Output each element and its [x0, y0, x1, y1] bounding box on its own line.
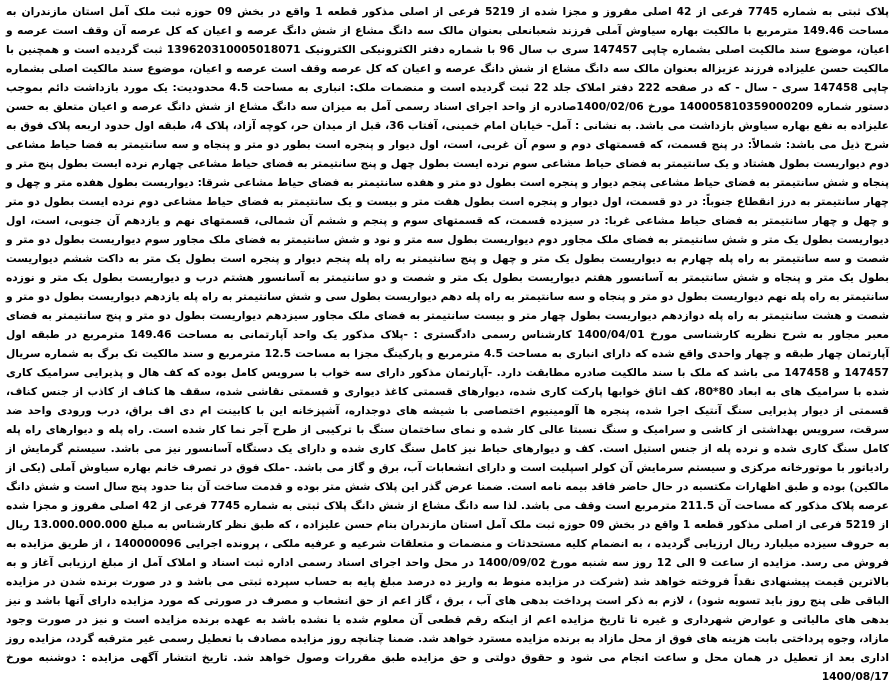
auction-notice-text: پلاک ثبتی به شماره 7745 فرعی از 42 اصلی مفروز و مجزا شده از 5219 فرعی از اصلی مذکور قطعه 1 واقع در بخش 09 حوزه ثبت ملک آمل استان مازندران به مساحت 149.46 مترمربع با مالکیت بهاره سیاوش آملی فرزند شعبانعلی بعنوان مالک سه دانگ مشاع از شش دانگ عرصه و اعیان که کل عرصه آن وقف است عرصه و اعیان، موضوع سند مالکیت اصلی بشماره چاپی 147457 سری ب سال 96 با شماره دفتر الکترونیکی الکترونیک 139620310005018071 ثبت گردیده است و همچنین با مالکیت حسن علیزاده فرزند عزیزاله بعنوان مالک سه دانگ مشاع از شش دانگ عرصه و اعیان که کل عرصه وقف است عرصه و اعیان، موضوع سند مالکیت اصلی بشماره چاپی 147458 سری - سال - که در صفحه 222 دفتر املاک جلد 22 ثبت گردیده است و منضمات ملک: انباری به مساحت 4.5 محدودیت: یک مورد بازداشت دائم بموجب دستور شماره 140005810359000209 مورخ 1400/02/06صادره از واحد اجرای اسناد رسمی آمل به میزان سه دانگ مشاع از شش دانگ عرصه و اعیان متعلق به حسن علیزاده به نفع بهاره سیاوش بازداشت می باشد. به نشانی : آمل- خیابان امام خمینی، آفتاب 36، قبل از میدان حر، کوچه آزاد، پلاک 4، طبقه اول حدود اربعه پلاک فوق به شرح ذیل می باشد: شمالاً: در پنج قسمت، که قسمتهای دوم و سوم آن غربی، است، اول دیوار و پنجره است بطور دو متر و پنجاه و سه سانتیمتر به فضا حیاط مشاعی دوم دیواریست بطول هشتاد و یک سانتیمتر به فضای حیاط مشاعی سوم نرده ایست بطول چهل و پنج سانتیمتر به فضای حیاط مشاعی چهارم نرده ایست بطول پنج متر و پنجاه و شش سانتیمتر به فضای حیاط مشاعی پنجم دیوار و پنجره است بطول دو متر و هفده سانتیمتر به فضای حیاط مشاعی شرقا: دیواریست بطول هفده متر و چهل و چهار سانتیمتر به درز انقطاع جنوباً: در دو قسمت، اول دیوار و پنجره است بطول هفت متر و بیست و یک سانتیمتر به فضای حیاط مشاعی دوم نرده ایست بطول دو متر و چهل و چهار سانتیمتر به فضای حیاط مشاعی غربا: در سیزده قسمت، که قسمتهای سوم و پنجم و ششم آن شمالی، قسمتهای نهم و یازدهم آن جنوبی، است، اول دیواریست بطول یک متر و شش سانتیمتر به فضای ملک مجاور دوم دیواریست بطول سه متر و نود و شش سانتیمتر به فضای ملک مجاور سوم دیواریست بطول دو متر و شصت و سه سانتیمتر به راه پله چهارم به دیواریست بطول یک متر و چهل و پنج سانتیمتر به راه پله پنجم دیوار و پنجره است بطول یک متر به داکت ششم دیواریست بطول یک متر و پنجاه و شش سانتیمتر به آسانسور هفتم دیواریست بطول یک متر و شصت و دو سانتیمتر به آسانسور هشتم درب و دیواریست بطول یک متر و نوزده سانتیمتر به راه پله نهم دیواریست بطول دو متر و پنجاه و سه سانتیمتر به راه پله دهم دیواریست بطول سی و شش سانتیمتر به راه پله یازدهم دیواریست بطول دو متر و شصت و هشت سانتیمتر به راه پله دوازدهم دیواریست بطول چهار متر و بیست سانتیمتر به فضای ملک مجاور سیزدهم دیواریست بطول دو متر و پنج سانتیمتر به فضای معبر مجاور به شرح نظریه کارشناسی مورخ 1400/04/01 کارشناس رسمی دادگستری : -پلاک مذکور یک واحد آپارتمانی به مساحت 149.46 مترمربع در طبقه اول آپارتمان چهار طبقه و چهار واحدی واقع شده که دارای انباری به مساحت 4.5 مترمربع و پارکینگ مجزا به مساحت 12.5 مترمربع و سند مالکیت تک برگ به شماره سریال 147457 و 147458 می باشد که ملک با سند مالکیت صادره مطابقت دارد. -آپارتمان مذکور دارای سه خواب با سرویس کامل بوده که کف هال و پذیرایی سرامیک کاری شده با سرامیک های به ابعاد 80*80، کف اتاق خوابها پارکت کاری شده، دیوارهای قسمتی کاغذ دیواری و قسمتی نقاشی شده، سقف ها کناف از کاذب از جنس کناف، قسمتی از دیوار پذیرایی سنگ آنتیک اجرا شده، پنجره ها آلومینیوم اختصاصی با شیشه های دوجداره، آشپزخانه این با کابینت ام دی اف براق، درب ورودی واحد ضد سرقت، سرویس بهداشتی از کاشی و سرامیک و سنگ نسبتا عالی کار شده و نمای ساختمان سنگ با ترکیبی از طرح آجر نما کار شده است. راه پله و دیوارهای راه پله کامل سنگ کاری شده و نرده پله از جنس استیل است. کف و دیوارهای حیاط نیز کامل سنگ کاری شده و دارای یک دستگاه آسانسور نیز می باشد. سیستم گرمایش از رادیاتور با موتورخانه مرکزی و سیستم سرمایش آن کولر اسپلیت است و دارای انشعابات آب، برق و گاز می باشد. -ملک فوق در تصرف خانم بهاره سیاوش آملی (یکی از مالکین) بوده و طبق اظهارات مکتسبه در حال حاضر فاقد بیمه نامه است. ضمنا عرض گذر این پلاک شش متر بوده و قدمت ساخت آن بنا حدود پنج سال است و شش دانگ عرصه پلاک مذکور که مساحت آن 211.5 مترمربع است وقف می باشد. لذا سه دانگ مشاع از شش دانگ پلاک ثبتی به شماره 7745 فرعی از 42 اصلی مفروز و مجزا شده از 5219 فرعی از اصلی مذکور قطعه 1 واقع در بخش 09 حوزه ثبت ملک آمل استان مازندران بنام حسن علیزاده ، که طبق نظر کارشناس به مبلغ 13.000.000.000 ریال به حروف سیزده میلیارد ریال ارزیابی گردیده ، به انضمام کلیه مستحدثات و منضمات و متعلقات شرعیه و عرفیه ملکی ، پرونده اجرایی 140000096 ، از طریق مزایده به فروش می رسد. مزایده از ساعت 9 الی 12 روز سه شنبه مورخ 1400/09/02 در محل واحد اجرای اسناد رسمی اداره ثبت اسناد و املاک آمل از مبلغ ارزیابی آغاز و به بالاترین قیمت پیشنهادی نقداً فروخته خواهد شد (شرکت در مزایده منوط به واریز ده درصد مبلغ پایه به حساب سپرده ثبتی می باشد و در صورت برنده شدن در مزایده الباقی ظی پنج روز باید تسویه شود) ، لازم به ذکر است پرداخت بدهی های آب ، برق ، گاز اعم از حق انشعاب و مصرف در صورتی که مورد مزایده دارای آنها باشد و نیز بدهی های مالیاتی و عوارض شهرداری و غیره تا تاریخ مزایده اعم از اینکه رقم قطعی آن معلوم شده یا نشده باشد به عهده برنده مزایده است و نیز در صورت وجود مازاد، وجوه پرداختی بابت هزینه های فوق از محل مازاد به برنده مزایده مسترد خواهد شد. ضمنا چنانچه روز مزایده مصادف با تعطیل رسمی غیر مترقبه گردد، مزایده روز اداری بعد از تعطیل در همان محل و ساعت انجام می شود و حقوق دولتی و حق مزایده طبق مقررات وصول خواهد شد. تاریخ انتشار آگهی مزایده : دوشنبه مورخ 1400/08/17 [6, 5, 890, 683]
